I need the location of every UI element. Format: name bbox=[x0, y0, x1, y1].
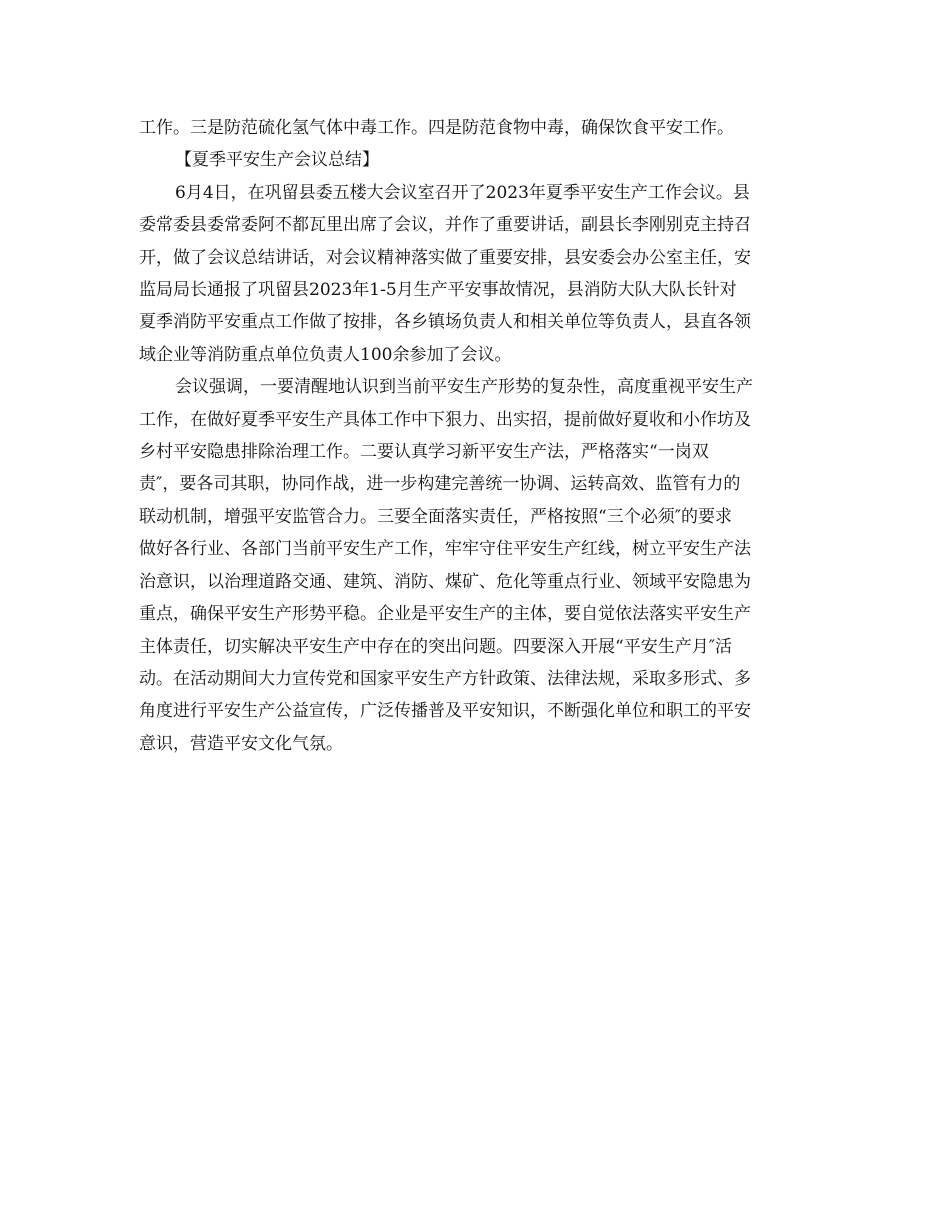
text-line: 意识，营造平安文化气氛。 bbox=[139, 733, 343, 754]
text-line: 会议强调，一要清醒地认识到当前平安生产形势的复杂性，高度重视平安生产 bbox=[175, 377, 753, 398]
heading-text: 【夏季平安生产会议总结】 bbox=[175, 150, 379, 171]
paragraph-continued bbox=[139, 112, 813, 144]
text-line: 乡村平安隐患排除治理工作。二要认真学习新平安生产法，严格落实“一岗双 bbox=[139, 442, 709, 463]
paragraph-meeting-summary bbox=[139, 177, 813, 371]
text-line: 治意识，以治理道路交通、建筑、消防、煤矿、危化等重点行业、领域平安隐患为 bbox=[139, 571, 751, 592]
text-line: 6月4日，在巩留县委五楼大会议室召开了2023年夏季平安生产工作会议。县 bbox=[175, 182, 750, 203]
text-line: 夏季消防平安重点工作做了按排，各乡镇场负责人和相关单位等负责人，县直各领 bbox=[139, 312, 751, 333]
text-line: 联动机制，增强平安监管合力。三要全面落实责任，严格按照“三个必须″的要求 bbox=[139, 506, 733, 527]
text-line: 工作，在做好夏季平安生产具体工作中下狠力、出实招，提前做好夏收和小作坊及 bbox=[139, 409, 751, 430]
text-line: 主体责任，切实解决平安生产中存在的突出问题。四要深入开展“平安生产月″活 bbox=[139, 636, 733, 657]
text-line: 角度进行平安生产公益宣传，广泛传播普及平安知识，不断强化单位和职工的平安 bbox=[139, 701, 751, 722]
paragraph-meeting-emphasis bbox=[139, 371, 813, 760]
text-line: 委常委县委常委阿不都瓦里出席了会议，并作了重要讲话，副县长李刚别克主持召 bbox=[139, 215, 751, 236]
text-line: 重点，确保平安生产形势平稳。企业是平安生产的主体，要自觉依法落实平安生产 bbox=[139, 604, 751, 625]
document-body bbox=[139, 112, 813, 760]
text-line: 动。在活动期间大力宣传党和国家平安生产方针政策、法律法规，采取多形式、多 bbox=[139, 668, 751, 689]
text-line: 开，做了会议总结讲话，对会议精神落实做了重要安排，县安委会办公室主任，安 bbox=[139, 247, 751, 268]
text-line: 域企业等消防重点单位负责人100余参加了会议。 bbox=[139, 344, 512, 365]
section-heading bbox=[139, 144, 813, 176]
text-line: 责″，要各司其职，协同作战，进一步构建完善统一协调、运转高效、监管有力的 bbox=[139, 474, 741, 495]
text-line: 做好各行业、各部门当前平安生产工作，牢牢守住平安生产红线，树立平安生产法 bbox=[139, 539, 751, 560]
text-line: 监局局长通报了巩留县2023年1-5月生产平安事故情况，县消防大队大队长针对 bbox=[139, 280, 737, 301]
text-line: 工作。三是防范硫化氢气体中毒工作。四是防范食物中毒，确保饮食平安工作。 bbox=[139, 118, 734, 138]
